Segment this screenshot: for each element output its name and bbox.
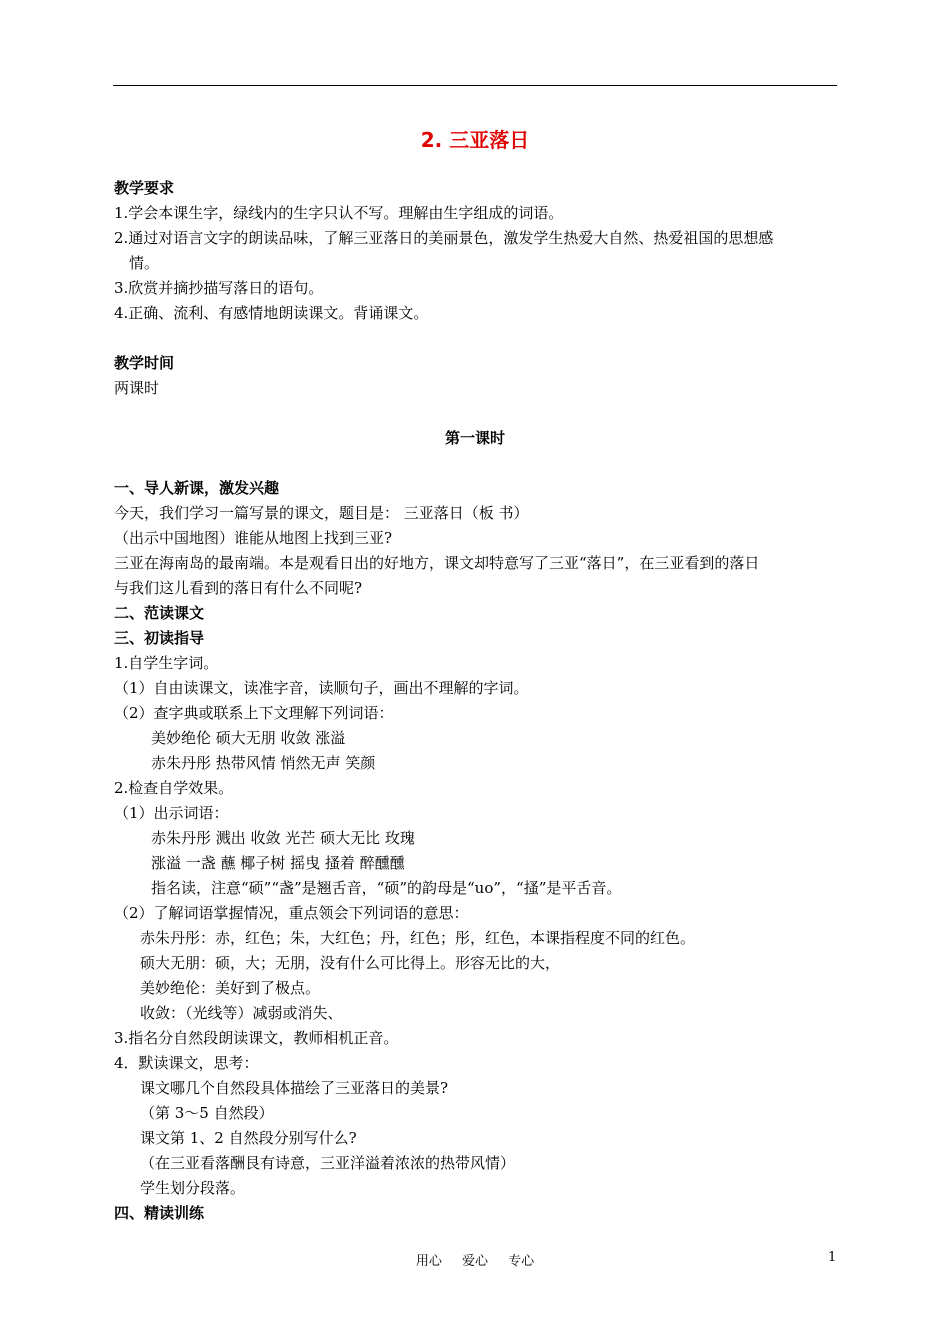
header-rule [113, 85, 837, 86]
blank-line [114, 326, 844, 351]
text-line: 4.正确、流利、有感情地朗读课文。背诵课文。 [114, 304, 429, 322]
text-line: （在三亚看落酬艮有诗意，三亚洋溢着浓浓的热带风情） [140, 1154, 516, 1172]
text-line: （1）出示词语： [114, 804, 229, 822]
blank-line [114, 401, 844, 426]
text-line: 3.欣赏并摘抄描写落日的语句。 [114, 279, 324, 297]
text-line: 4．默读课文，思考： [114, 1054, 259, 1072]
text-line: 课文哪几个自然段具体描绘了三亚落日的美景? [140, 1079, 449, 1097]
text-line: 赤朱丹彤 热带风情 悄然无声 笑颜 [151, 754, 376, 772]
text-line: 课文第 1、2 自然段分别写什么? [140, 1129, 357, 1147]
blank-line [114, 451, 844, 476]
text-line: 涨溢 一盏 蘸 椰子树 摇曳 搔着 醉醺醺 [151, 854, 405, 872]
text-line: 收敛：（光线等）减弱或消失、 [140, 1004, 343, 1022]
text-line: 2.检查自学效果。 [114, 779, 234, 797]
section-heading: 教学时间 [114, 354, 175, 372]
text-line: 与我们这儿看到的落日有什么不同呢? [114, 579, 363, 597]
section-heading: 第一课时 [444, 429, 505, 447]
text-line: 情。 [129, 254, 160, 272]
footer-motto: 用心 爱心 专心 [415, 1254, 535, 1269]
section-heading: 三、初读指导 [114, 629, 205, 647]
text-line: （1）自由读课文，读准字音，读顺句子，画出不理解的字词。 [114, 679, 529, 697]
text-line: 2.通过对语言文字的朗读品味，了解三亚落日的美丽景色，激发学生热爱大自然、热爱祖国的思想感 [114, 229, 774, 247]
text-line: 赤朱丹彤 溅出 收敛 光芒 硕大无比 玫瑰 [151, 829, 415, 847]
section-heading: 教学要求 [114, 179, 175, 197]
page-number: 1 [828, 1250, 837, 1265]
page-title: 2. 三亚落日 [420, 128, 530, 152]
text-line: 1.学会本课生字，绿线内的生字只认不写。理解由生字组成的词语。 [114, 204, 564, 222]
text-line: 学生划分段落。 [140, 1179, 246, 1197]
text-line: 赤朱丹彤：赤，红色；朱，大红色；丹，红色；彤，红色，本课指程度不同的红色。 [140, 929, 696, 947]
text-line: 3.指名分自然段朗读课文，教师相机正音。 [114, 1029, 399, 1047]
text-line: （第 3～5 自然段） [140, 1104, 274, 1122]
text-line: 三亚在海南岛的最南端。本是观看日出的好地方，课文却特意写了三亚“落日”，在三亚看到的落日 [114, 554, 760, 572]
text-line: （2）查字典或联系上下文理解下列词语： [114, 704, 394, 722]
text-line: 指名读，注意“硕”“盏”是翘舌音，“硕”的韵母是“uo”，“搔”是平舌音。 [151, 879, 622, 897]
section-heading: 四、精读训练 [114, 1204, 205, 1222]
text-line: 今天，我们学习一篇写景的课文，题目是： 三亚落日（板 书） [114, 504, 529, 522]
document-body [114, 176, 844, 1226]
text-line: 两课时 [114, 379, 160, 397]
text-line: 硕大无朋：硕，大；无朋，没有什么可比得上。形容无比的大， [140, 954, 561, 972]
section-heading: 二、范读课文 [114, 604, 205, 622]
text-line: （2）了解词语掌握情况，重点领会下列词语的意思： [114, 904, 469, 922]
section-heading: 一、导人新课，激发兴趣 [114, 479, 280, 497]
text-line: （出示中国地图）谁能从地图上找到三亚? [114, 529, 393, 547]
text-line: 美妙绝伦 硕大无朋 收敛 涨溢 [151, 729, 346, 747]
text-line: 1.自学生字词。 [114, 654, 219, 672]
text-line: 美妙绝伦：美好到了极点。 [140, 979, 321, 997]
